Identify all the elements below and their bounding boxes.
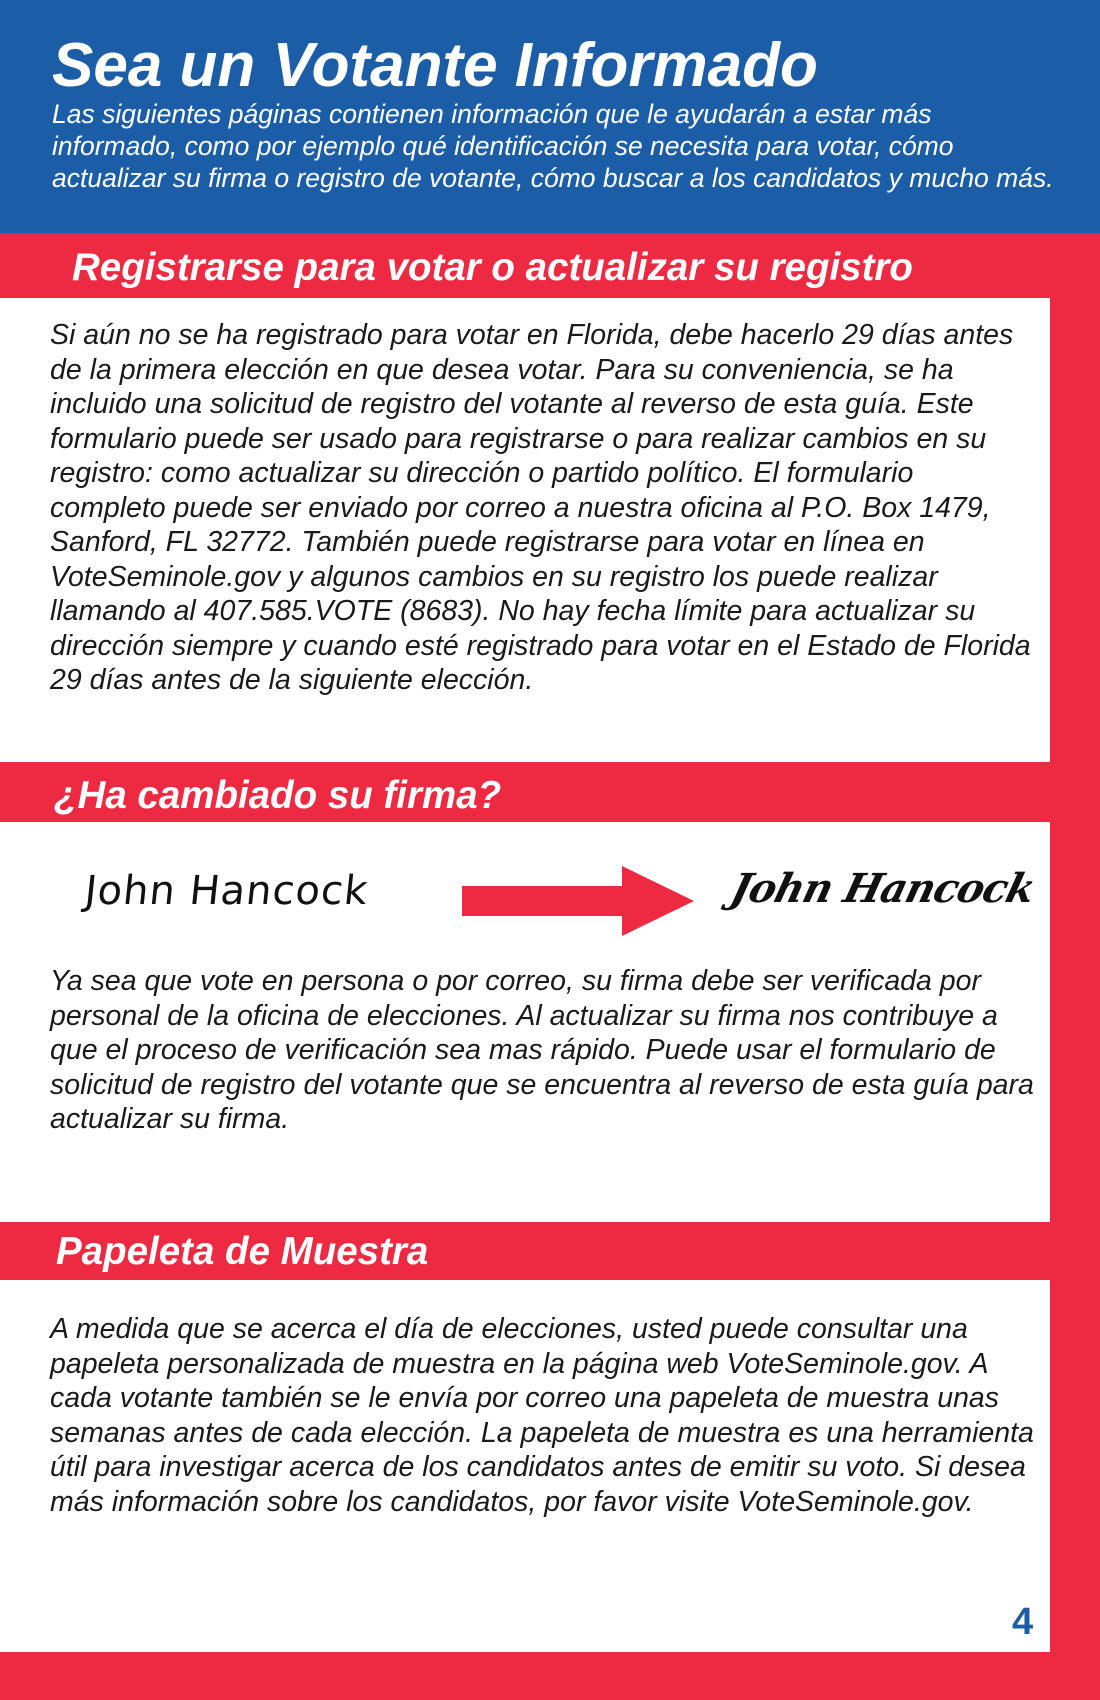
old-signature: John Hancock: [82, 868, 371, 914]
registration-text: Si aún no se ha registrado para votar en Florida, debe hacerlo 29 días antes de la primera elección en que desea votar. Para su conveniencia, se ha incluido una solicitud de registro del votante al reverso de esta guía. Este formulario puede ser usado para registrarse o para realizar cambios en su registro: como actualizar su dirección o partido político. El formulario completo puede ser enviado por correo a nuestra oficina al P.O. Box 1479, Sanford, FL 32772. También puede registrarse para votar en línea en VoteSeminole.gov y algunos cambios en su registro los puede realizar llamando al 407.585.VOTE (8683). No hay fecha límite para actualizar su dirección siempre y cuando esté registrado para votar en el Estado de Florida 29 días antes de la siguiente elección.: [50, 319, 1031, 696]
sample-ballot-text: A medida que se acerca el día de elecciones, usted puede consultar una papeleta personalizada de muestra en la página web VoteSeminole.gov. A cada votante también se le envía por correo una papeleta de muestra unas semanas antes de cada elección. La papeleta de muestra es una herramienta útil para investigar acerca de los candidatos antes de emitir su voto. Si desea más información sobre los candidatos, por favor visite VoteSeminole.gov.: [50, 1313, 1034, 1518]
panel-registration: [0, 298, 1050, 762]
panel-sample-ballot: [0, 1280, 1050, 1652]
section-heading-signature: ¿Ha cambiado su firma?: [54, 774, 502, 817]
new-signature: John Hancock: [726, 865, 1040, 912]
header-banner: [0, 0, 1100, 233]
page-number: 4: [1012, 1601, 1034, 1643]
section-heading-sample-ballot: Papeleta de Muestra: [56, 1230, 429, 1273]
right-arrow-icon: [462, 866, 694, 936]
page-title: Sea un Votante Informado: [52, 31, 818, 100]
section-heading-registration: Registrarse para votar o actualizar su registro: [72, 246, 913, 289]
intro-text: Las siguientes páginas contienen información que le ayudarán a estar más informado, como por ejemplo qué identificación se necesita para votar, cómo actualizar su firma o registro de votante, cómo buscar a los candidatos y mucho más.: [52, 99, 1054, 193]
signature-text: Ya sea que vote en persona o por correo, su firma debe ser verificada por personal de la oficina de elecciones. Al actualizar su firma nos contribuye a que el proceso de verificación sea mas rápido. Puede usar el formulario de solicitud de registro del votante que se encuentra al reverso de esta guía para actualizar su firma.: [50, 965, 1034, 1135]
